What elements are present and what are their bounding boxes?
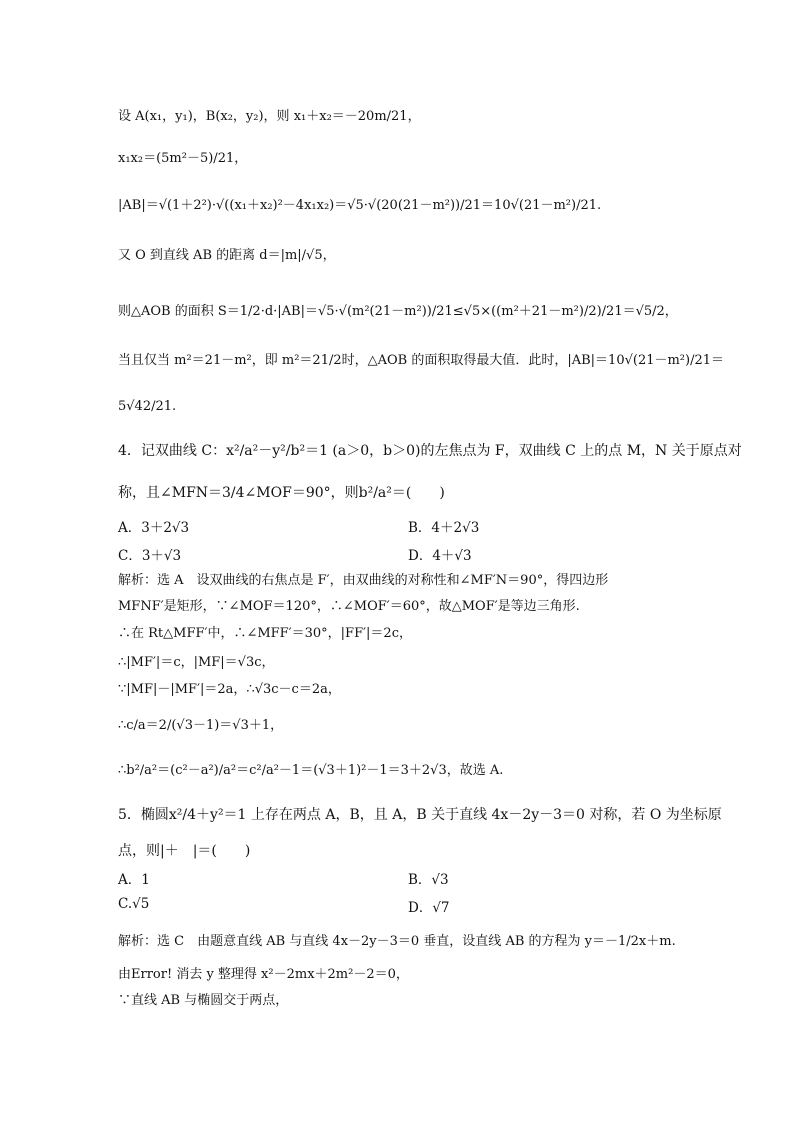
solution-line: ∵直线 AB 与椭圆交于两点， (118, 993, 289, 1008)
option-b: B．√3 (408, 872, 449, 888)
option-d: D．4＋√3 (408, 548, 472, 564)
option-c: C．3＋√3 (118, 548, 182, 564)
text-line: 设 A(x₁，y₁)，B(x₂，y₂)，则 x₁＋x₂＝－20m/21， (118, 109, 421, 124)
solution-line: ∴在 Rt△MFF′中，∴∠MFF′＝30°，|FF′|＝2c， (118, 626, 412, 641)
text-line: 则△AOB 的面积 S＝1/2·d·|AB|＝√5·√(m²(21－m²))/21≤√5×((m²＋21－m²)/2)/21＝√5/2， (118, 304, 678, 319)
text-line: 又 O 到直线 AB 的距离 d＝|m|/√5， (118, 248, 336, 263)
solution-line: ∵|MF|－|MF′|＝2a，∴√3c－c＝2a， (118, 682, 341, 697)
solution-line: ∴b²/a²＝(c²－a²)/a²＝c²/a²－1＝(√3＋1)²－1＝3＋2√3，故选 A. (118, 763, 504, 778)
question-5-stem: 5．椭圆x²/4＋y²＝1 上存在两点 A，B，且 A，B 关于直线 4x－2y－3＝0 对称，若 O 为坐标原 (118, 807, 722, 823)
solution-line: MFNF′是矩形，∵∠MOF＝120°，∴∠MOF′＝60°，故△MOF′是等边三角形. (118, 599, 580, 614)
text-line: 当且仅当 m²＝21－m²，即 m²＝21/2时，△AOB 的面积取得最大值．此时，|AB|＝10√(21－m²)/21＝ (118, 353, 725, 368)
option-c: C.√5 (118, 896, 150, 912)
option-b: B．4＋2√3 (408, 520, 480, 536)
solution-line: 解析：选 C 由题意直线 AB 与直线 4x－2y－3＝0 垂直，设直线 AB 的方程为 y＝－1/2x＋m. (118, 934, 676, 949)
solution-line: ∴c/a＝2/(√3－1)＝√3＋1， (118, 718, 284, 733)
option-a: A．3＋2√3 (118, 520, 190, 536)
text-line: 5√42/21. (118, 399, 177, 414)
solution-line: 由Error! 消去 y 整理得 x²－2mx＋2m²－2＝0， (118, 967, 409, 982)
question-5-stem: 点，则|＋ |＝( ) (118, 843, 251, 859)
option-d: D．√7 (408, 900, 450, 916)
option-a: A．1 (118, 872, 150, 888)
text-line: |AB|＝√(1＋2²)·√((x₁＋x₂)²－4x₁x₂)＝√5·√(20(21－m²))/21＝10√(21－m²)/21. (118, 198, 602, 213)
text-line: x₁x₂＝(5m²－5)/21， (118, 151, 248, 166)
question-4-stem: 称，且∠MFN＝3/4∠MOF＝90°，则b²/a²＝( ) (118, 485, 445, 501)
question-4-stem: 4．记双曲线 C：x²/a²－y²/b²＝1 (a＞0，b＞0)的左焦点为 F，双曲线 C 上的点 M，N 关于原点对 (118, 443, 742, 459)
solution-line: 解析：选 A 设双曲线的右焦点是 F′，由双曲线的对称性和∠MF′N＝90°，得四边形 (118, 573, 609, 588)
solution-line: ∴|MF′|＝c，|MF|＝√3c， (118, 655, 275, 670)
